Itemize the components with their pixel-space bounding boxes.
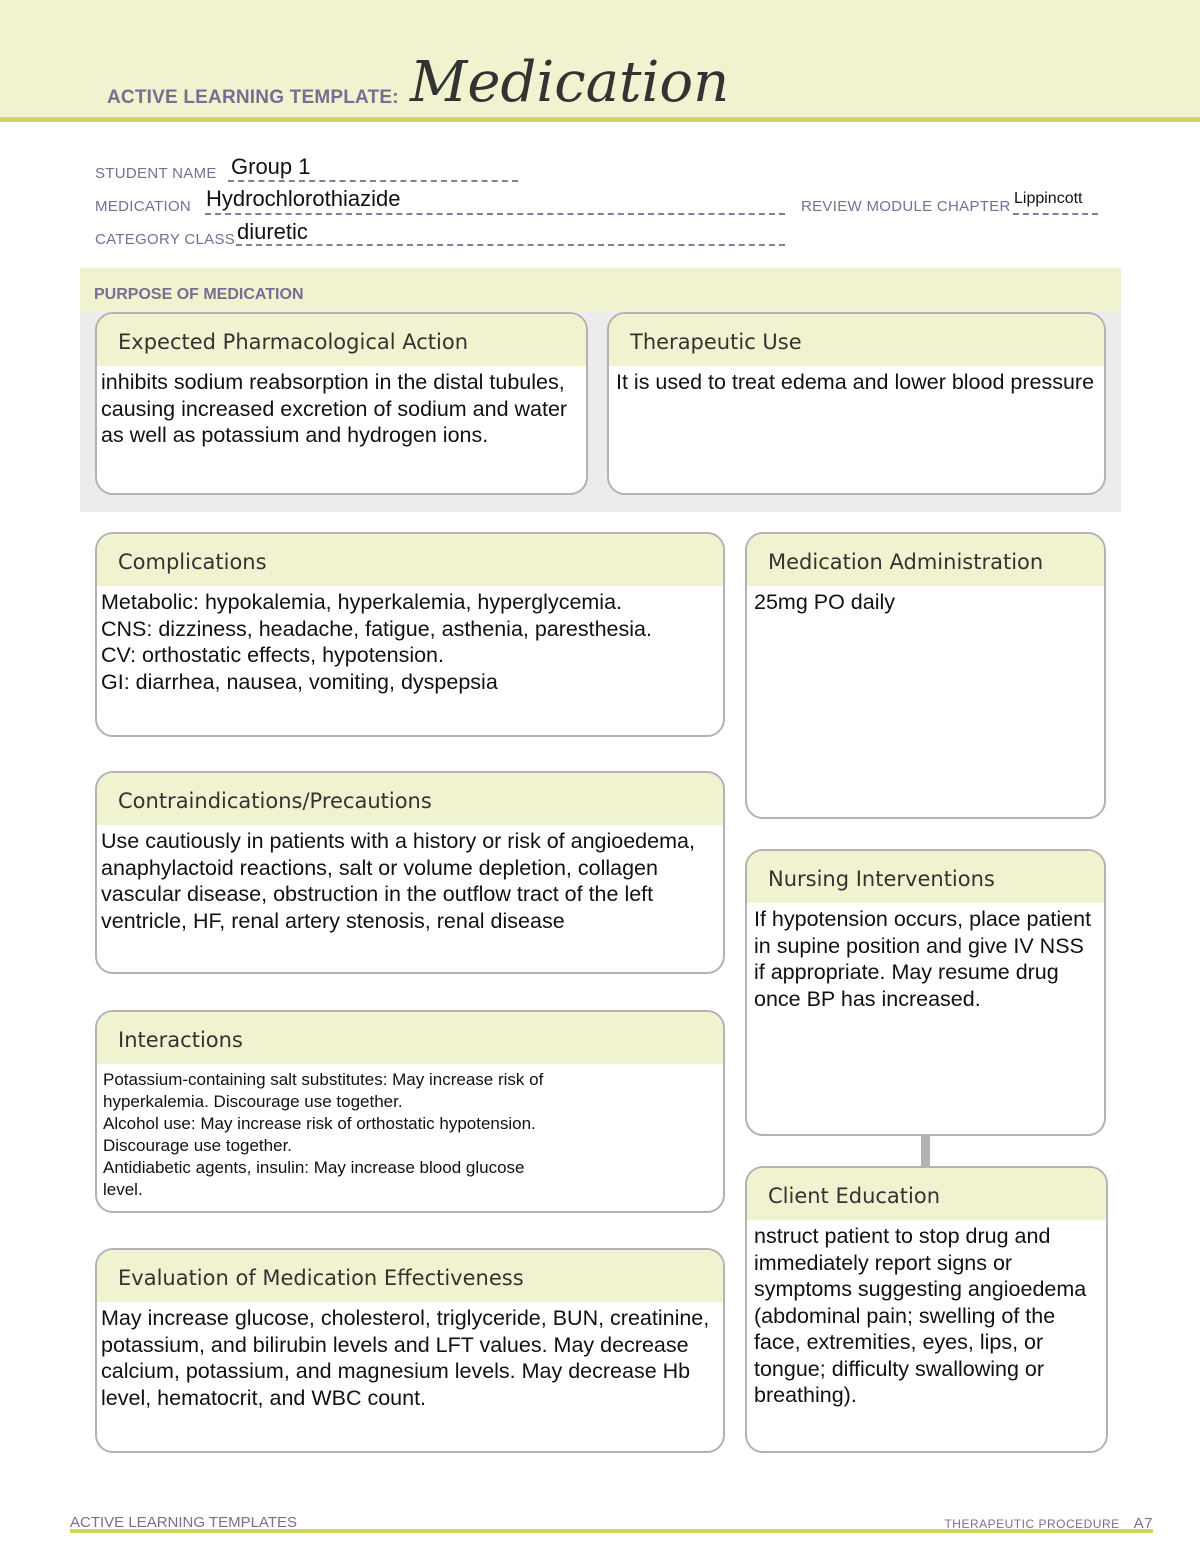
box-title: Complications (97, 534, 723, 586)
box-text[interactable]: May increase glucose, cholesterol, triglyceride, BUN, creatinine, potassium, and bilirubin levels and LFT values. May decrease calcium, potassium, and magnesium levels. May decrease Hb level, hematocrit, and WBC count. (101, 1306, 710, 1410)
interactions-box[interactable] (95, 1010, 725, 1213)
box-title: Therapeutic Use (609, 314, 1104, 366)
box-text[interactable]: 25mg PO daily (754, 590, 896, 614)
review-module-label: REVIEW MODULE CHAPTER (801, 198, 1011, 215)
page-footer (70, 1515, 1153, 1533)
connector (921, 1135, 930, 1167)
box-title: Client Education (747, 1168, 1106, 1220)
page-number: A7 (1133, 1515, 1153, 1532)
template-prefix: ACTIVE LEARNING TEMPLATE: (107, 87, 399, 108)
pharmacological-action-box[interactable] (95, 312, 588, 495)
review-module-field[interactable]: Lippincott (1014, 190, 1083, 207)
box-title: Contraindications/Precautions (97, 773, 723, 825)
box-title: Expected Pharmacological Action (97, 314, 586, 366)
page-header (0, 0, 1200, 122)
box-text[interactable]: inhibits sodium reabsorption in the distal tubules, causing increased excretion of sodium and water as well as potassium and hydrogen ions. (101, 370, 568, 447)
box-text[interactable]: It is used to treat edema and lower blood pressure (616, 370, 1095, 394)
box-title: Interactions (97, 1012, 723, 1064)
box-text[interactable]: Metabolic: hypokalemia, hyperkalemia, hyperglycemia. CNS: dizziness, headache, fatigue, asthenia, paresthesia. CV: orthostatic effects, hypotension. GI: diarrhea, nausea, vomiting, dyspepsia (101, 590, 652, 694)
box-title: Medication Administration (747, 534, 1104, 586)
box-title: Evaluation of Medication Effectiveness (97, 1250, 723, 1302)
footer-left: ACTIVE LEARNING TEMPLATES (70, 1514, 297, 1531)
therapeutic-use-box[interactable] (607, 312, 1106, 495)
administration-box[interactable] (745, 532, 1106, 819)
category-class-field[interactable]: diuretic (237, 219, 308, 244)
nursing-interventions-box[interactable] (745, 849, 1106, 1136)
footer-right (944, 1515, 1153, 1532)
purpose-heading: PURPOSE OF MEDICATION (80, 268, 1121, 312)
student-name-field[interactable]: Group 1 (231, 154, 311, 179)
student-name-label: STUDENT NAME (95, 165, 217, 182)
box-title: Nursing Interventions (747, 851, 1104, 903)
box-text[interactable]: Potassium-containing salt substitutes: May increase risk of hyperkalemia. Discourage use together. Alcohol use: May increase risk of orthostatic hypotension. Discourage use together. Antidiabetic agents, insulin: May increase blood glucose level. (103, 1070, 544, 1199)
category-class-label: CATEGORY CLASS (95, 231, 236, 248)
client-education-box[interactable] (745, 1166, 1108, 1453)
page-title: Medication (410, 50, 730, 115)
footer-section: THERAPEUTIC PROCEDURE (944, 1517, 1120, 1531)
medication-label: MEDICATION (95, 198, 192, 215)
complications-box[interactable] (95, 532, 725, 737)
contraindications-box[interactable] (95, 771, 725, 974)
box-text[interactable]: If hypotension occurs, place patient in supine position and give IV NSS if appropriate. May resume drug once BP has increased. (754, 907, 1092, 1011)
medication-field[interactable]: Hydrochlorothiazide (206, 186, 401, 211)
box-text[interactable]: Use cautiously in patients with a history or risk of angioedema, anaphylactoid reactions, salt or volume depletion, collagen vascular disease, obstruction in the outflow tract of the left ventricle, HF, renal artery stenosis, renal disease (101, 829, 695, 933)
box-text[interactable]: nstruct patient to stop drug and immediately report signs or symptoms suggesting angioedema (abdominal pain; swelling of the face, extremities, eyes, lips, or tongue; difficulty swallowing or breathing). (754, 1224, 1087, 1407)
evaluation-box[interactable] (95, 1248, 725, 1453)
